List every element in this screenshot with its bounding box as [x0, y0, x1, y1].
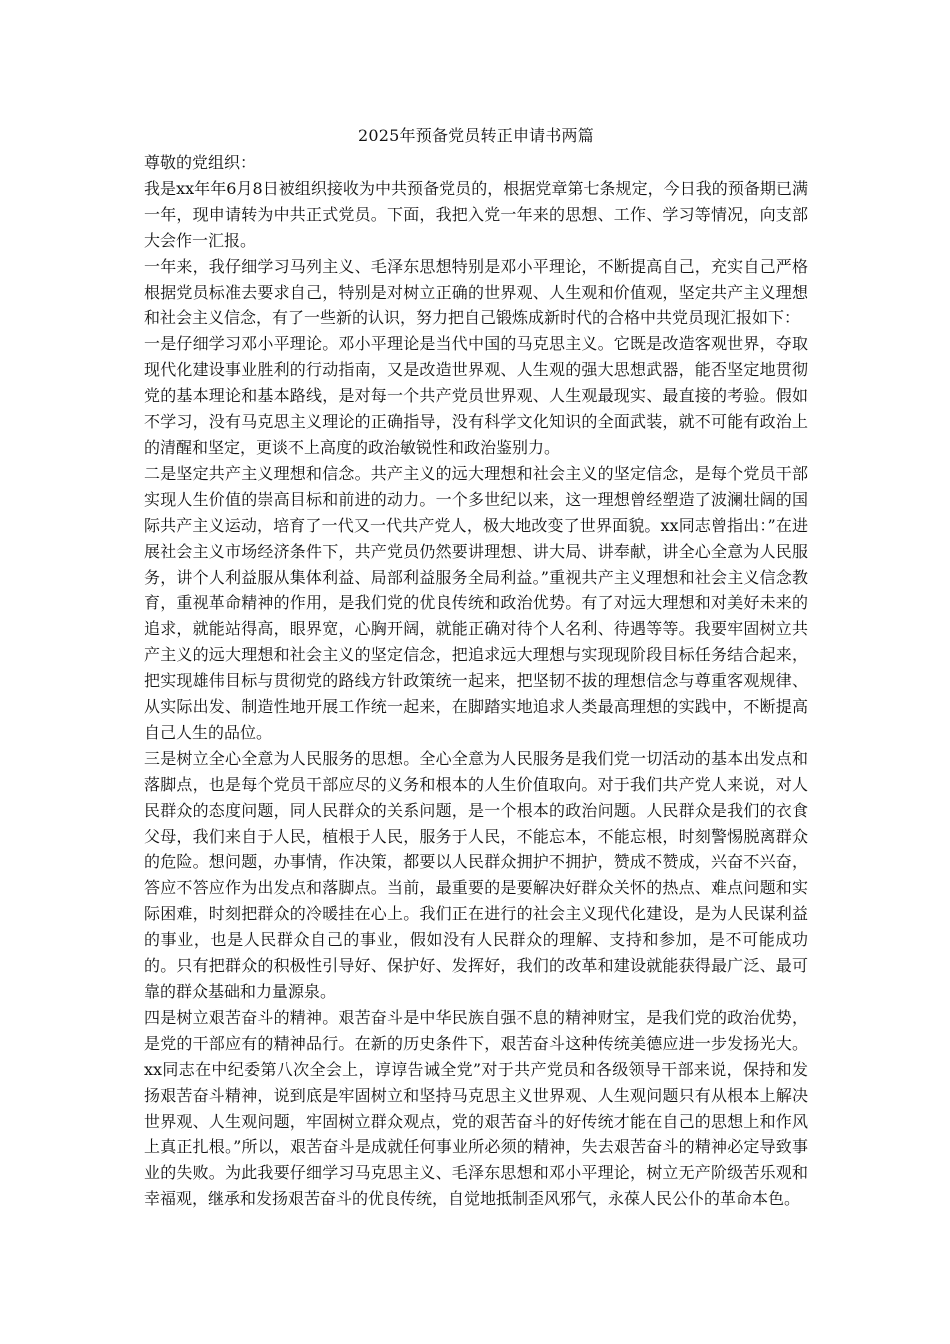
paragraph-point-2: 二是坚定共产主义理想和信念。共产主义的远大理想和社会主义的坚定信念，是每个党员干部实现人生价值的崇高目标和前进的动力。一个多世纪以来，这一理想曾经塑造了波澜壮阔的国际共产主义运动，培育了一代又一代共产党人，极大地改变了世界面貌。xx同志曾指出：”在进展社会主义市场经济条件下，共产党员仍然要讲理想、讲大局、讲奉献，讲全心全意为人民服务，讲个人利益服从集体利益、局部利益服务全局利益。”重视共产主义理想和社会主义信念教育，重视革命精神的作用，是我们党的优良传统和政治优势。有了对远大理想和对美好未来的追求，就能站得高，眼界宽，心胸开阔，就能正确对待个人名利、待遇等等。我要牢固树立共产主义的远大理想和社会主义的坚定信念，把追求远大理想与实现现阶段目标任务结合起来，把实现雄伟目标与贯彻党的路线方针政策统一起来，把坚韧不拔的理想信念与尊重客观规律、从实际出发、制造性地开展工作统一起来，在脚踏实地追求人类最高理想的实践中，不断提高自己人生的品位。	[144, 463, 808, 742]
paragraph-intro: 我是xx年年6月8日被组织接收为中共预备党员的，根据党章第七条规定，今日我的预备期已满一年，现申请转为中共正式党员。下面，我把入党一年来的思想、工作、学习等情况，向支部大会作一汇报。	[144, 178, 808, 250]
paragraph-point-3: 三是树立全心全意为人民服务的思想。全心全意为人民服务是我们党一切活动的基本出发点和落脚点，也是每个党员干部应尽的义务和根本的人生价值取向。对于我们共产党人来说，对人民群众的态度问题，同人民群众的关系问题，是一个根本的政治问题。人民群众是我们的衣食父母，我们来自于人民，植根于人民，服务于人民，不能忘本，不能忘根，时刻警惕脱离群众的危险。想问题，办事情，作决策，都要以人民群众拥护不拥护，赞成不赞成，兴奋不兴奋，答应不答应作为出发点和落脚点。当前，最重要的是要解决好群众关怀的热点、难点问题和实际困难，时刻把群众的冷暖挂在心上。我们正在进行的社会主义现代化建设，是为人民谋利益的事业，也是人民群众自己的事业，假如没有人民群众的理解、支持和参加，是不可能成功的。只有把群众的积极性引导好、保护好、发挥好，我们的改革和建设就能获得最广泛、最可靠的群众基础和力量源泉。	[144, 748, 808, 1001]
document-title: 2025年预备党员转正申请书两篇	[358, 126, 594, 145]
paragraph-point-4: 四是树立艰苦奋斗的精神。艰苦奋斗是中华民族自强不息的精神财宝，是我们党的政治优势，是党的干部应有的精神品行。在新的历史条件下，艰苦奋斗这种传统美德应进一步发扬光大。xx同志在中纪委第八次全会上，谆谆告诫全党”对于共产党员和各级领导干部来说，保持和发扬艰苦奋斗精神，说到底是牢固树立和坚持马克思主义世界观、人生观问题只有从根本上解决世界观、人生观问题，牢固树立群众观点，党的艰苦奋斗的好传统才能在自己的思想上和作风上真正扎根。”所以，艰苦奋斗是成就任何事业所必须的精神，失去艰苦奋斗的精神必定导致事业的失败。为此我要仔细学习马克思主义、毛泽东思想和邓小平理论，树立无产阶级苦乐观和幸福观，继承和发扬艰苦奋斗的优良传统，自觉地抵制歪风邪气，永葆人民公仆的革命本色。	[144, 1007, 808, 1209]
paragraph-overview: 一年来，我仔细学习马列主义、毛泽东思想特别是邓小平理论，不断提高自己，充实自己严格根据党员标准去要求自己，特别是对树立正确的世界观、人生观和价值观，坚定共产主义理想和社会主义信念，有了一些新的认识，努力把自己锻炼成新时代的合格中共党员现汇报如下：	[144, 256, 808, 328]
salutation: 尊敬的党组织：	[144, 153, 257, 172]
paragraph-point-1: 一是仔细学习邓小平理论。邓小平理论是当代中国的马克思主义。它既是改造客观世界，夺取现代化建设事业胜利的行动指南，又是改造世界观、人生观的强大思想武器，能否坚定地贯彻党的基本理论和基本路线，是对每一个共产党员世界观、人生观最现实、最直接的考验。假如不学习，没有马克思主义理论的正确指导，没有科学文化知识的全面武装，就不可能有政治上的清醒和坚定，更谈不上高度的政治敏锐性和政治鉴别力。	[144, 334, 808, 457]
document-page	[144, 122, 808, 1212]
